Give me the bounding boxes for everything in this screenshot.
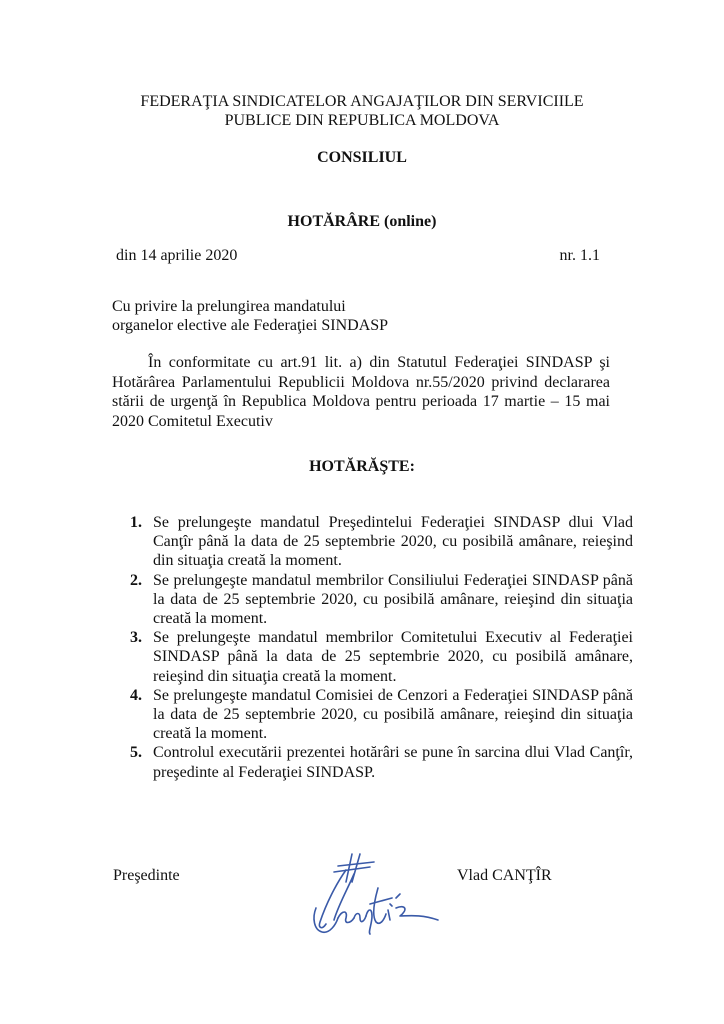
signatory-name: Vlad CANŢÎR [457, 867, 552, 884]
item-text: Controlul executării prezentei hotărâri se pune în sarcina dlui Vlad Canţîr, preşedinte al Federaţiei SINDASP. [153, 744, 633, 781]
decision-item [130, 628, 633, 686]
decision-item [130, 513, 633, 571]
decision-heading: HOTĂRĂŞTE: [309, 458, 415, 475]
item-number: 2. [130, 571, 142, 589]
item-text: Se prelungeşte mandatul Preşedintelui Federaţiei SINDASP dlui Vlad Canţîr până la data de 25 septembrie 2020, cu posibilă amânare, reieşind din situaţia creată la moment. [153, 514, 633, 570]
signatory-title: Preşedinte [113, 867, 180, 884]
decision-item [130, 686, 633, 744]
subject-line2: organelor elective ale Federaţiei SINDASP [112, 317, 389, 334]
subject-line1: Cu privire la prelungirea mandatului [112, 298, 346, 315]
document-date: din 14 aprilie 2020 [116, 247, 238, 264]
preamble-paragraph: În conformitate cu art.91 lit. a) din Statutul Federaţiei SINDASP şi Hotărârea Parlamentului Republicii Moldova nr.55/2020 privind declararea stării de urgenţă în Republica Moldova pentru perioada 17 martie – 15 mai 2020 Comitetul Executiv [112, 354, 610, 430]
item-number: 4. [130, 686, 142, 704]
item-text: Se prelungeşte mandatul membrilor Comitetului Executiv al Federaţiei SINDASP până la data de 25 septembrie 2020, cu posibilă amânare, reieşind din situaţia creată la moment. [153, 629, 633, 685]
document-title: HOTĂRÂRE (online) [287, 213, 437, 230]
decision-item [130, 571, 633, 629]
item-number: 5. [130, 744, 142, 762]
document-number: nr. 1.1 [559, 247, 600, 264]
decision-list [130, 513, 633, 782]
item-number: 1. [130, 514, 142, 531]
item-number: 3. [130, 629, 142, 647]
org-name-line1: FEDERAŢIA SINDICATELOR ANGAJAŢILOR DIN SERVICIILE [140, 93, 584, 110]
council-heading: CONSILIUL [317, 149, 407, 166]
handwritten-signature [308, 848, 448, 938]
org-name-line2: PUBLICE DIN REPUBLICA MOLDOVA [224, 112, 500, 129]
item-text: Se prelungeşte mandatul membrilor Consiliului Federaţiei SINDASP până la data de 25 septembrie 2020, cu posibilă amânare, reieşind din situaţia creată la moment. [153, 571, 633, 628]
item-text: Se prelungeşte mandatul Comisiei de Cenzori a Federaţiei SINDASP până la data de 25 septembrie 2020, cu posibilă amânare, reieşind din situaţia creată la moment. [153, 686, 633, 743]
decision-item [130, 743, 633, 781]
